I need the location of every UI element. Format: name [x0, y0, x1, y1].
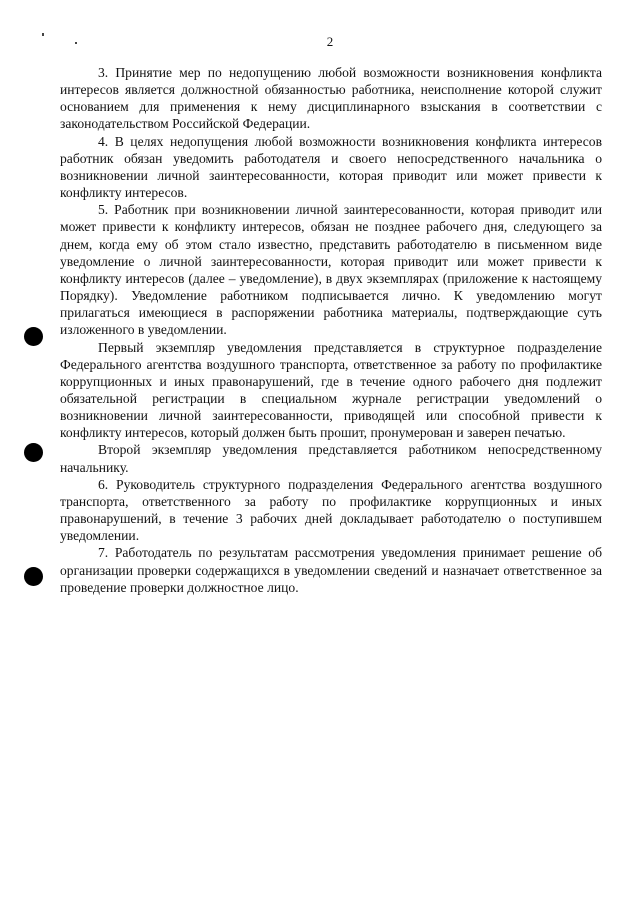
paragraph-clause-5: 5. Работник при возникновении личной заинтересованности, которая приводит или может привести к конфликту интересов, обязан не позднее рабочего дня, следующего за днем, когда ему об этом стало известно, представить работодателю в письменном виде уведомление о личной заинтересованности, которая приводит или может привести к конфликту интересов (далее – уведомление), в двух экземплярах (приложение к настоящему Порядку). Уведомление работником подписывается лично. К уведомлению могут прилагаться имеющиеся в распоряжении работника материалы, подтверждающие суть изложенного в уведомлении.	[60, 202, 602, 338]
paragraph-clause-3: 3. Принятие мер по недопущению любой возможности возникновения конфликта интересов является должностной обязанностью работника, неисполнение которой служит основанием для применения к нему дисциплинарного взыскания в соответствии с законодательством Российской Федерации.	[60, 65, 602, 132]
paragraph-first-copy: Первый экземпляр уведомления представляется в структурное подразделение Федерального агентства воздушного транспорта, ответственное за работу по профилактике коррупционных и иных правонарушений, где в течение одного рабочего дня подлежит обязательной регистрации в специальном журнале регистрации уведомлений о возникновении личной заинтересованности, приводящей или способной привести к конфликту интересов, который должен быть прошит, пронумерован и заверен печатью.	[60, 339, 602, 441]
paragraph-second-copy: Второй экземпляр уведомления представляется работником непосредственному начальнику.	[60, 442, 602, 475]
scan-speck	[75, 42, 77, 44]
paragraph-clause-6: 6. Руководитель структурного подразделения Федерального агентства воздушного транспорта, ответственного за работу по профилактике коррупционных и иных правонарушений, в течение 3 рабочих дней докладывает работодателю о поступившем уведомлении.	[60, 476, 602, 544]
page-number: 2	[326, 34, 334, 49]
paragraph-clause-7: 7. Работодатель по результатам рассмотрения уведомления принимает решение об организации проверки содержащихся в уведомлении сведений и назначает ответственное за проведение проверки должностное лицо.	[60, 545, 602, 595]
document-body	[60, 64, 602, 596]
punch-hole	[24, 567, 43, 586]
punch-hole	[24, 327, 43, 346]
paragraph-clause-4: 4. В целях недопущения любой возможности возникновения конфликта интересов работник обязан уведомить работодателя и своего непосредственного начальника о возникновении личной заинтересованности, которая приводит или может привести к конфликту интересов.	[60, 133, 602, 201]
scan-speck	[42, 33, 44, 36]
punch-hole	[24, 443, 43, 462]
